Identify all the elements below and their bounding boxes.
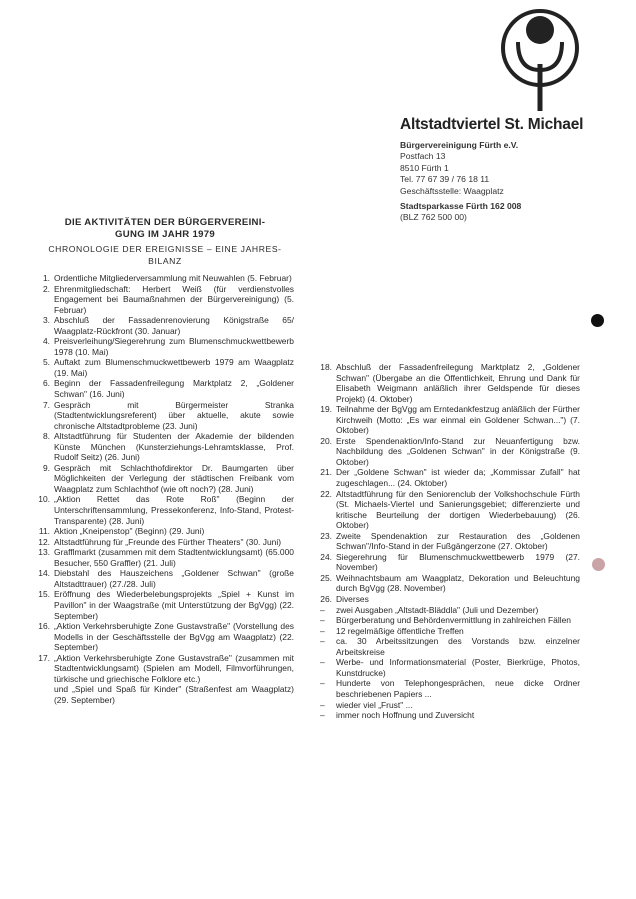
chronology-list-item bbox=[318, 531, 580, 552]
chronology-list-item bbox=[36, 653, 294, 685]
item-text: Grafflmarkt (zusammen mit dem Stadtentwicklungsamt) (65.000 Besucher, 550 Graffler) (21. Juli) bbox=[54, 547, 294, 568]
diverses-list-item bbox=[318, 678, 580, 699]
item-number: 6. bbox=[42, 378, 50, 389]
item-text: Weihnachtsbaum am Waagplatz, Dekoration und Beleuchtung durch BgVgg (28. November) bbox=[336, 572, 580, 594]
list-dash: – bbox=[320, 604, 325, 615]
diverses-list-item bbox=[318, 657, 580, 678]
chronology-list-item bbox=[36, 378, 294, 399]
item-number: 26. bbox=[320, 594, 332, 605]
organization-logo bbox=[500, 8, 580, 112]
chronology-list-item bbox=[36, 568, 294, 589]
item-number: 5. bbox=[42, 357, 50, 368]
phone: Tel. 77 67 39 / 76 18 11 bbox=[400, 174, 490, 185]
item-number: 1. bbox=[42, 273, 50, 283]
chronology-list-item bbox=[318, 489, 580, 531]
chronology-list-item bbox=[36, 621, 294, 653]
office: Geschäftsstelle: Waagplatz bbox=[400, 185, 504, 196]
item-number: 11. bbox=[38, 526, 50, 537]
chronology-list-item bbox=[36, 547, 294, 568]
item-text: Altstadtführung für „Freunde des Fürther Theaters" (30. Juni) bbox=[54, 536, 282, 547]
item-text: Erste Spendenaktion/Info-Stand zur Neuanfertigung bzw. Nachbildung des „Goldenen Schwan" in der Königstraße (9. Oktober) bbox=[336, 435, 580, 467]
item-text: Diverses bbox=[336, 594, 369, 605]
chronology-list-item bbox=[36, 494, 294, 526]
item-text: Ordentliche Mitgliederversammlung mit Neuwahlen (5. Februar) bbox=[54, 273, 292, 283]
chronology-list-item bbox=[36, 589, 294, 621]
list-dash: – bbox=[320, 710, 325, 721]
item-text: Abschluß der Fassadenrenovierung Königstraße 65/ Waagplatz-Rückfront (30. Januar) bbox=[54, 315, 294, 336]
item-number: 10. bbox=[38, 494, 50, 505]
list-dash: – bbox=[320, 699, 325, 710]
item-text: Teilnahme der BgVgg am Erntedankfestzug anläßlich der Fürther Kirchweih (Motto: „Es war einmal ein Goldener Schwan...") (7. Oktober) bbox=[336, 404, 580, 436]
chronology-list-item bbox=[318, 436, 580, 468]
bank-account: Stadtsparkasse Fürth 162 008 bbox=[400, 201, 522, 212]
diverses-list-item bbox=[318, 710, 580, 721]
chronology-list-item bbox=[36, 400, 294, 432]
item-text: Gespräch mit Bürgermeister Stranka (Stadtentwicklungsreferent) über aktuelle, akute sowie chronische Altstadtprobleme (23. Juni) bbox=[54, 399, 294, 431]
chronology-list-item bbox=[36, 357, 294, 378]
diverses-list-item bbox=[318, 615, 580, 626]
item-text: Diebstahl des Hauszeichens „Goldener Schwan" (große Altstadttrauer) (27./28. Juli) bbox=[54, 568, 294, 589]
item-text: Altstadtführung für den Seniorenclub der Volkshochschule Fürth (St. Michaels-Viertel und Sanierungsgebiet; differenzierte und kritische Beurteilung der dortigen Wiederbebauung) (26. Oktober) bbox=[336, 488, 580, 531]
chronology-list-item bbox=[36, 431, 294, 463]
item-number: 8. bbox=[42, 431, 50, 442]
item-text: Abschluß der Fassadenfreilegung Marktplatz 2, „Goldener Schwan" (Übergabe an die Öffentlichkeit, Ehrung und Dank für Elisabeth Weigmann anläßlich ihrer Geldspende für dieses Projekt) (4. Oktober) bbox=[336, 362, 580, 404]
chronology-list-item bbox=[318, 467, 580, 488]
item-number: 7. bbox=[42, 399, 50, 410]
item-text: 12 regelmäßige öffentliche Treffen bbox=[336, 625, 464, 636]
item-number: 18. bbox=[320, 362, 332, 372]
item-text: Werbe- und Informationsmaterial (Poster, Bierkrüge, Photos, Kunstdrucke) bbox=[336, 657, 580, 678]
diverses-list-item bbox=[318, 700, 580, 711]
item-text: „Aktion Rettet das Rote Roß" (Beginn der Unterschriftensammlung, Pressekonferenz, Info-Stand, Protest-Transparente) (28. Juni) bbox=[54, 494, 294, 526]
chronology-list-item bbox=[318, 404, 580, 436]
item-number: 12. bbox=[38, 536, 50, 547]
list-dash: – bbox=[320, 636, 325, 647]
organization-name: Altstadtviertel St. Michael bbox=[400, 116, 584, 133]
chronology-list-item bbox=[36, 526, 294, 537]
chronology-right-column bbox=[318, 362, 580, 721]
item-number: 3. bbox=[42, 315, 50, 326]
item-text: zwei Ausgaben „Altstadt-Bläddla" (Juli und Dezember) bbox=[336, 604, 539, 615]
city: 8510 Fürth 1 bbox=[400, 162, 449, 173]
item-number: 14. bbox=[38, 568, 50, 579]
item-text: „Aktion Verkehrsberuhigte Zone Gustavstraße" (Vorstellung des Modells in der Geschäftsstelle der BgVgg am Waagplatz) (22. September) bbox=[54, 621, 294, 653]
item-text: wieder viel „Frust" ... bbox=[336, 699, 413, 710]
item-text: ca. 30 Arbeitssitzungen des Vorstands bzw. einzelner Arbeitskreise bbox=[336, 636, 580, 657]
punch-hole-mark bbox=[591, 314, 604, 327]
chronology-list-item bbox=[36, 537, 294, 548]
chronology-list-item bbox=[318, 552, 580, 573]
chronology-list-item bbox=[318, 594, 580, 605]
item-number: 15. bbox=[38, 589, 50, 600]
chronology-list-item bbox=[36, 336, 294, 357]
document-title: DIE AKTIVITÄTEN DER BÜRGERVEREINI- GUNG IM JAHR 1979 bbox=[64, 217, 266, 240]
document-subtitle: CHRONOLOGIE DER EREIGNISSE – EINE JAHRES- BILANZ bbox=[48, 244, 282, 266]
item-text: „Aktion Verkehrsberuhigte Zone Gustavstraße" (zusammen mit Stadtentwicklungsamt) (Spielen am Modell, Filmvorführungen, türkische und griechische Folklore etc.) bbox=[54, 652, 294, 684]
chronology-list-item bbox=[36, 273, 294, 284]
item-text: Siegerehrung für Blumenschmuckwettbewerb 1979 (27. November) bbox=[336, 551, 580, 573]
association-name: Bürgervereinigung Fürth e.V. bbox=[400, 140, 519, 150]
item-number: 9. bbox=[42, 462, 50, 473]
po-box: Postfach 13 bbox=[400, 151, 446, 162]
item-text: Altstadtführung für Studenten der Akademie der bildenden Künste München (Kunsterziehungs-Lehramtsklasse, Prof. Rudolf Seitz) (26. Juni) bbox=[54, 431, 294, 463]
item-number: 13. bbox=[38, 547, 50, 558]
chronology-left-column bbox=[36, 273, 294, 705]
chronology-list-item bbox=[36, 284, 294, 316]
item-number: 16. bbox=[38, 621, 50, 632]
item-text: Der „Goldene Schwan" ist wieder da; „Kommissar Zufall" hat zugeschlagen... (24. Oktober) bbox=[336, 467, 580, 489]
item-text: Eröffnung des Wiederbelebungsprojekts „Spiel + Kunst im Pavillon" in der Waagstraße (mit Unterstützung der BgVgg) (22. September) bbox=[54, 589, 294, 621]
item-number: 20. bbox=[320, 435, 332, 446]
item-text: Beginn der Fassadenfreilegung Marktplatz 2, „Goldener Schwan" (16. Juni) bbox=[54, 378, 294, 400]
organization-header bbox=[400, 116, 625, 224]
item-text: Gespräch mit Schlachthofdirektor Dr. Baumgarten über Möglichkeiten der Verlegung der städtischen Freibank vom Waagplatz zum Schlachthof (wie oft noch?) (28. Juni) bbox=[54, 462, 294, 494]
item-number: 22. bbox=[320, 488, 332, 499]
item-number: 2. bbox=[42, 283, 50, 294]
item-text: Zweite Spendenaktion zur Restauration des „Goldenen Schwan"/Info-Stand in der Fußgängerzone (27. Oktober) bbox=[336, 530, 580, 552]
chronology-list-item bbox=[318, 573, 580, 594]
item-text: immer noch Hoffnung und Zuversicht bbox=[336, 710, 475, 721]
item-number: 19. bbox=[320, 404, 332, 415]
item-number: 21. bbox=[320, 467, 332, 478]
chronology-list-item bbox=[36, 463, 294, 495]
diverses-list-item bbox=[318, 636, 580, 657]
item-number: 17. bbox=[38, 652, 50, 663]
item-number: 24. bbox=[320, 551, 332, 562]
item-number: 4. bbox=[42, 336, 50, 347]
bank-code: (BLZ 762 500 00) bbox=[400, 212, 467, 223]
item-text: Ehrenmitgliedschaft: Herbert Weiß (für verdienstvolles Engagement bei Baumaßnahmen der Bürgervereinigung) (5. Februar) bbox=[54, 283, 294, 315]
list-dash: – bbox=[320, 615, 325, 626]
list-dash: – bbox=[320, 657, 325, 668]
item-text: Bürgerberatung und Behördenvermittlung in zahlreichen Fällen bbox=[336, 615, 571, 626]
diverses-list-item bbox=[318, 626, 580, 637]
item-17-continuation: und „Spiel und Spaß für Kinder" (Straßenfest am Waagplatz) (29. September) bbox=[54, 684, 294, 705]
item-number: 25. bbox=[320, 572, 332, 583]
chronology-list-item bbox=[318, 362, 580, 404]
item-text: Auftakt zum Blumenschmuckwettbewerb 1979 am Waagplatz (19. Mai) bbox=[54, 357, 294, 378]
item-text: Hunderte von Telephongesprächen, neue dicke Ordner beschriebenen Papiers ... bbox=[336, 678, 580, 699]
list-dash: – bbox=[320, 625, 325, 636]
item-text: Preisverleihung/Siegerehrung zum Blumenschmuckwettbewerb 1978 (10. Mai) bbox=[54, 336, 294, 357]
stain-mark bbox=[592, 558, 605, 571]
list-dash: – bbox=[320, 678, 325, 689]
diverses-list-item bbox=[318, 605, 580, 616]
item-number: 23. bbox=[320, 530, 332, 541]
chronology-list-item bbox=[36, 315, 294, 336]
item-text: Aktion „Kneipenstop" (Beginn) (29. Juni) bbox=[54, 526, 205, 537]
